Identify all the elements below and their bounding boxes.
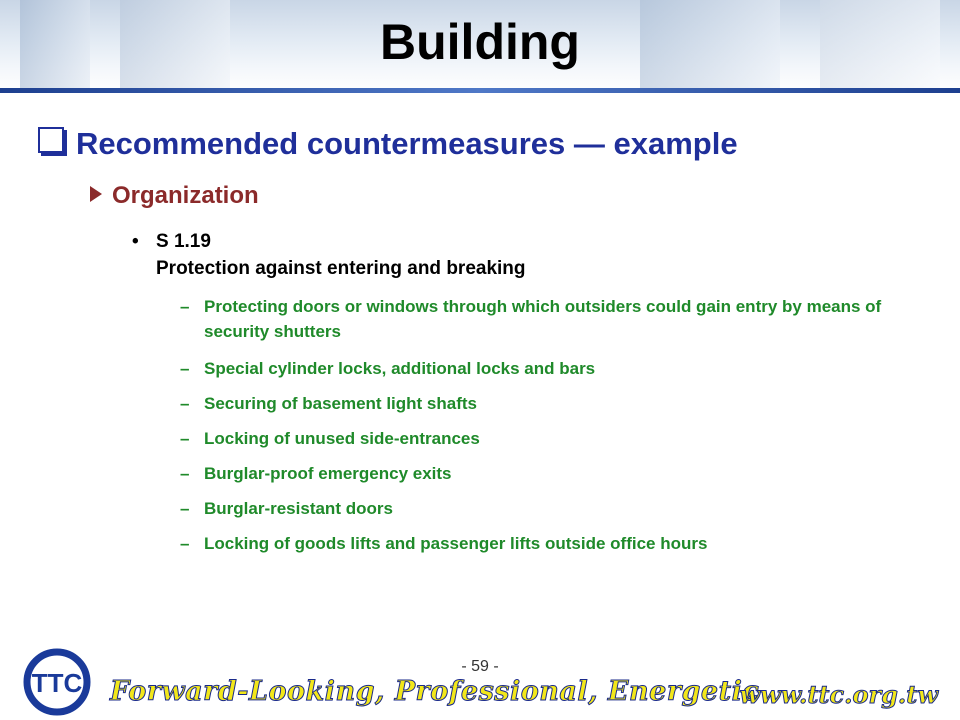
measure-text: Locking of unused side-entrances [204,429,480,448]
dash-bullet-icon: – [180,534,190,553]
dot-bullet-icon: • [132,231,139,252]
measure-text: Securing of basement light shafts [204,394,477,413]
subheading-text: Organization [112,182,259,209]
safeguard-name: Protection against entering and breaking [156,258,526,279]
safeguard-code: S 1.19 [156,231,211,252]
dash-bullet-icon: – [180,359,190,378]
dash-bullet-icon: – [180,464,190,483]
measure-text: Special cylinder locks, additional locks and bars [204,359,596,378]
arrow-bullet-icon [90,186,102,202]
header-divider [0,88,960,93]
checkbox-bullet-icon [38,127,64,153]
measure-text: Protecting doors or windows through which outsiders could gain entry by means of security shutters [204,297,882,341]
measure-text: Burglar-proof emergency exits [204,464,452,483]
slide-title: Building [380,14,580,70]
heading-level1 [38,126,738,162]
logo-text: TTC [31,668,83,698]
dash-bullet-icon: – [180,394,190,413]
footer-url: www.ttc.org.tw [739,680,938,709]
heading-level2 [90,182,259,210]
measure-text: Locking of goods lifts and passenger lifts outside office hours [204,534,708,553]
dash-bullet-icon: – [180,297,190,316]
footer-slogan: Forward-Looking, Professional, Energetic [110,676,760,707]
heading-text: Recommended countermeasures — example [76,126,738,161]
dash-bullet-icon: – [180,429,190,448]
page-number: - 59 - [461,658,499,675]
measure-text: Burglar-resistant doors [204,499,393,518]
dash-bullet-icon: – [180,499,190,518]
